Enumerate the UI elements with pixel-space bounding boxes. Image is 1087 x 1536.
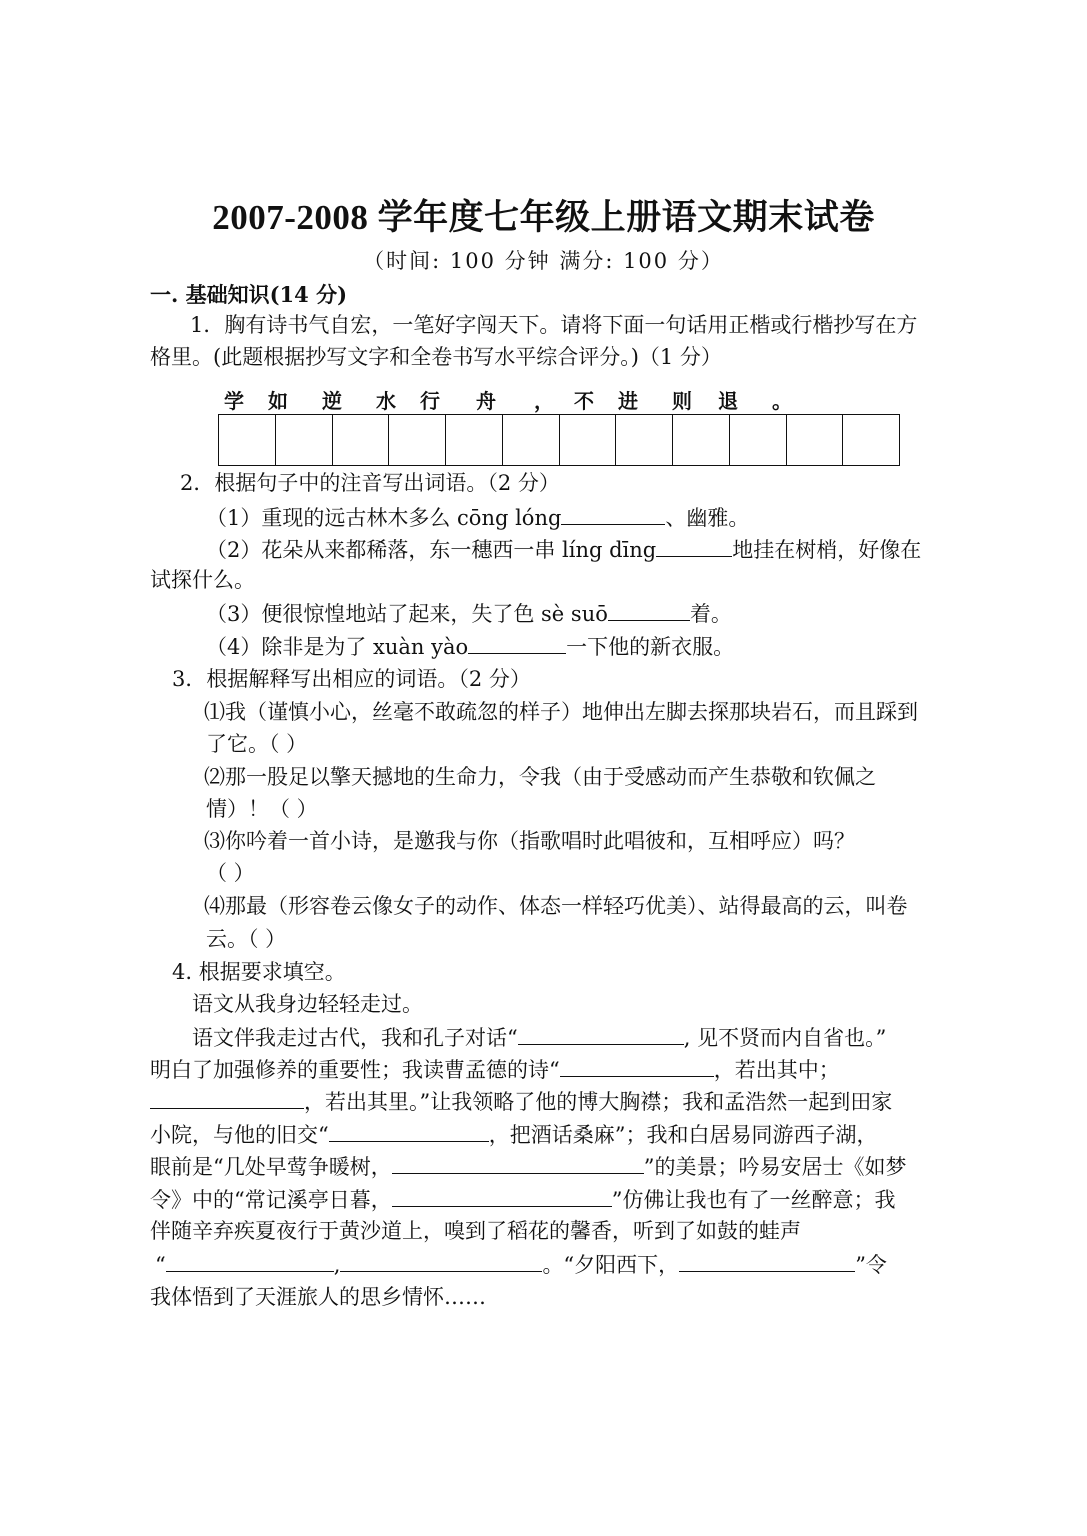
q3-item1-line2: 了它。（ ） (206, 732, 308, 756)
q1-copy-characters (218, 385, 900, 413)
copy-char: 水 (376, 389, 396, 413)
q2-item2-continued: 试探什么。 (150, 568, 255, 592)
q3-item4-line2: 云。（ ） (206, 927, 287, 951)
q4-text: 令》中的“常记溪亭日暮， (150, 1188, 392, 1212)
copy-char: ， (534, 389, 554, 413)
q4-text: ”仿佛让我也有了一丝醉意；我 (611, 1188, 896, 1212)
q4-line2 (150, 1054, 840, 1085)
grid-cell[interactable] (730, 415, 787, 465)
q2-stem: 2．根据句子中的注音写出词语。（2 分） (180, 471, 560, 495)
answer-blank[interactable] (560, 1054, 714, 1077)
answer-blank[interactable] (679, 1249, 855, 1272)
q4-line4 (150, 1119, 877, 1150)
q4-line3 (150, 1086, 892, 1117)
copy-char: 逆 (322, 389, 342, 413)
answer-blank[interactable] (150, 1086, 304, 1109)
section-heading: 一. 基础知识(14 分) (150, 282, 348, 307)
answer-blank[interactable] (340, 1249, 542, 1272)
q2-item4-text: （4）除非是为了 xuàn yào (206, 635, 469, 659)
copy-char: 学 (224, 389, 244, 413)
q2-item3-suffix: 着。 (689, 602, 732, 626)
q2-item2-text: （2）花朵从来都稀落，东一穗西一串 líng dīng (206, 538, 657, 562)
exam-subtitle: （时间: 100 分钟 满分: 100 分） (363, 249, 724, 273)
copy-char: 舟 (476, 389, 496, 413)
grid-cell[interactable] (503, 415, 560, 465)
copy-char: 进 (618, 389, 638, 413)
q4-text: ”令 (855, 1253, 887, 1277)
q1-line1: 1．胸有诗书气自宏，一笔好字闯天下。请将下面一句话用正楷或行楷抄写在方 (190, 313, 918, 337)
q3-item2-line2: 情）！（ ） (206, 797, 318, 821)
q1-line2: 格里。(此题根据抄写文字和全卷书写水平综合评分。)（1 分） (150, 345, 722, 369)
copy-char: 如 (268, 389, 288, 413)
q1-writing-grid[interactable] (218, 414, 900, 466)
q4-text: , 见不贤而内自省也。” (683, 1026, 887, 1050)
answer-blank[interactable] (166, 1249, 334, 1272)
q2-item1-suffix: 、幽雅。 (665, 506, 750, 530)
copy-char: 行 (420, 389, 440, 413)
q4-stem: 4. 根据要求填空。 (172, 960, 346, 984)
grid-cell[interactable] (673, 415, 730, 465)
q3-item3-line2: （ ） (206, 861, 255, 885)
grid-cell[interactable] (446, 415, 503, 465)
q2-item1-text: （1）重现的远古林木多么 cōng lóng (206, 506, 562, 530)
q4-text: ，若出其中； (713, 1058, 840, 1082)
copy-char: 不 (574, 389, 594, 413)
answer-blank[interactable] (392, 1184, 612, 1207)
answer-blank[interactable] (468, 631, 566, 654)
answer-blank[interactable] (561, 502, 665, 525)
q4-text: ，若出其里。”让我领略了他的博大胸襟；我和孟浩然一起到田家 (304, 1090, 893, 1114)
q4-line8 (155, 1249, 887, 1280)
answer-blank[interactable] (329, 1119, 489, 1142)
grid-cell[interactable] (276, 415, 333, 465)
grid-cell[interactable] (616, 415, 673, 465)
q3-item1-line1: ⑴我（谨慎小心，丝毫不敢疏忽的样子）地伸出左脚去探那块岩石，而且踩到 (204, 700, 918, 724)
q4-text: , (333, 1253, 341, 1277)
q4-text: 眼前是“几处早莺争暖树， (150, 1155, 392, 1179)
q4-text: ，把酒话桑麻”；我和白居易同游西子湖， (488, 1123, 878, 1147)
copy-char: 则 (672, 389, 692, 413)
answer-blank[interactable] (518, 1022, 684, 1045)
exam-title: 2007-2008 学年度七年级上册语文期末试卷 (212, 198, 875, 237)
q4-text: ”的美景；吟易安居士《如梦 (643, 1155, 907, 1179)
q4-intro: 语文从我身边轻轻走过。 (192, 992, 423, 1016)
q4-text: 明白了加强修养的重要性；我读曹孟德的诗“ (150, 1058, 560, 1082)
copy-char: 退 (718, 389, 738, 413)
grid-cell[interactable] (333, 415, 390, 465)
q4-text: 语文伴我走过古代，我和孔子对话“ (192, 1026, 518, 1050)
grid-cell[interactable] (843, 415, 899, 465)
answer-blank[interactable] (656, 534, 732, 557)
q3-item2-line1: ⑵那一股足以擎天撼地的生命力，令我（由于受感动而产生恭敬和钦佩之 (204, 765, 876, 789)
copy-char: 。 (772, 389, 792, 413)
q3-item3-line1: ⑶你吟着一首小诗，是邀我与你（指歌唱时此唱彼和，互相呼应）吗？ (204, 829, 855, 853)
q2-item3 (206, 598, 732, 629)
grid-cell[interactable] (389, 415, 446, 465)
q2-item4 (206, 631, 734, 662)
q2-item1 (206, 502, 749, 533)
q3-stem: 3．根据解释写出相应的词语。（2 分） (172, 667, 531, 691)
q4-line9: 我体悟到了天涯旅人的思乡情怀…… (150, 1285, 486, 1309)
grid-cell[interactable] (560, 415, 617, 465)
q4-line5 (150, 1151, 907, 1182)
q2-item4-suffix: 一下他的新衣服。 (566, 635, 735, 659)
q4-text: 小院，与他的旧交“ (150, 1123, 329, 1147)
q2-item2-suffix: 地挂在树梢，好像在 (732, 538, 922, 562)
grid-cell[interactable] (787, 415, 844, 465)
q4-text: 。“夕阳西下， (542, 1253, 680, 1277)
q4-line1 (192, 1022, 886, 1053)
q2-item3-text: （3）便很惊惶地站了起来，失了色 sè suō (206, 602, 608, 626)
q2-item2 (206, 534, 921, 565)
answer-blank[interactable] (392, 1151, 644, 1174)
q4-text: “ (155, 1253, 166, 1277)
answer-blank[interactable] (608, 598, 690, 621)
q4-line7: 伴随辛弃疾夏夜行于黄沙道上，嗅到了稻花的馨香，听到了如鼓的蛙声 (150, 1219, 801, 1243)
q4-line6 (150, 1184, 896, 1215)
q3-item4-line1: ⑷那最（形容卷云像女子的动作、体态一样轻巧优美）、站得最高的云，叫卷 (204, 894, 908, 918)
grid-cell[interactable] (219, 415, 276, 465)
